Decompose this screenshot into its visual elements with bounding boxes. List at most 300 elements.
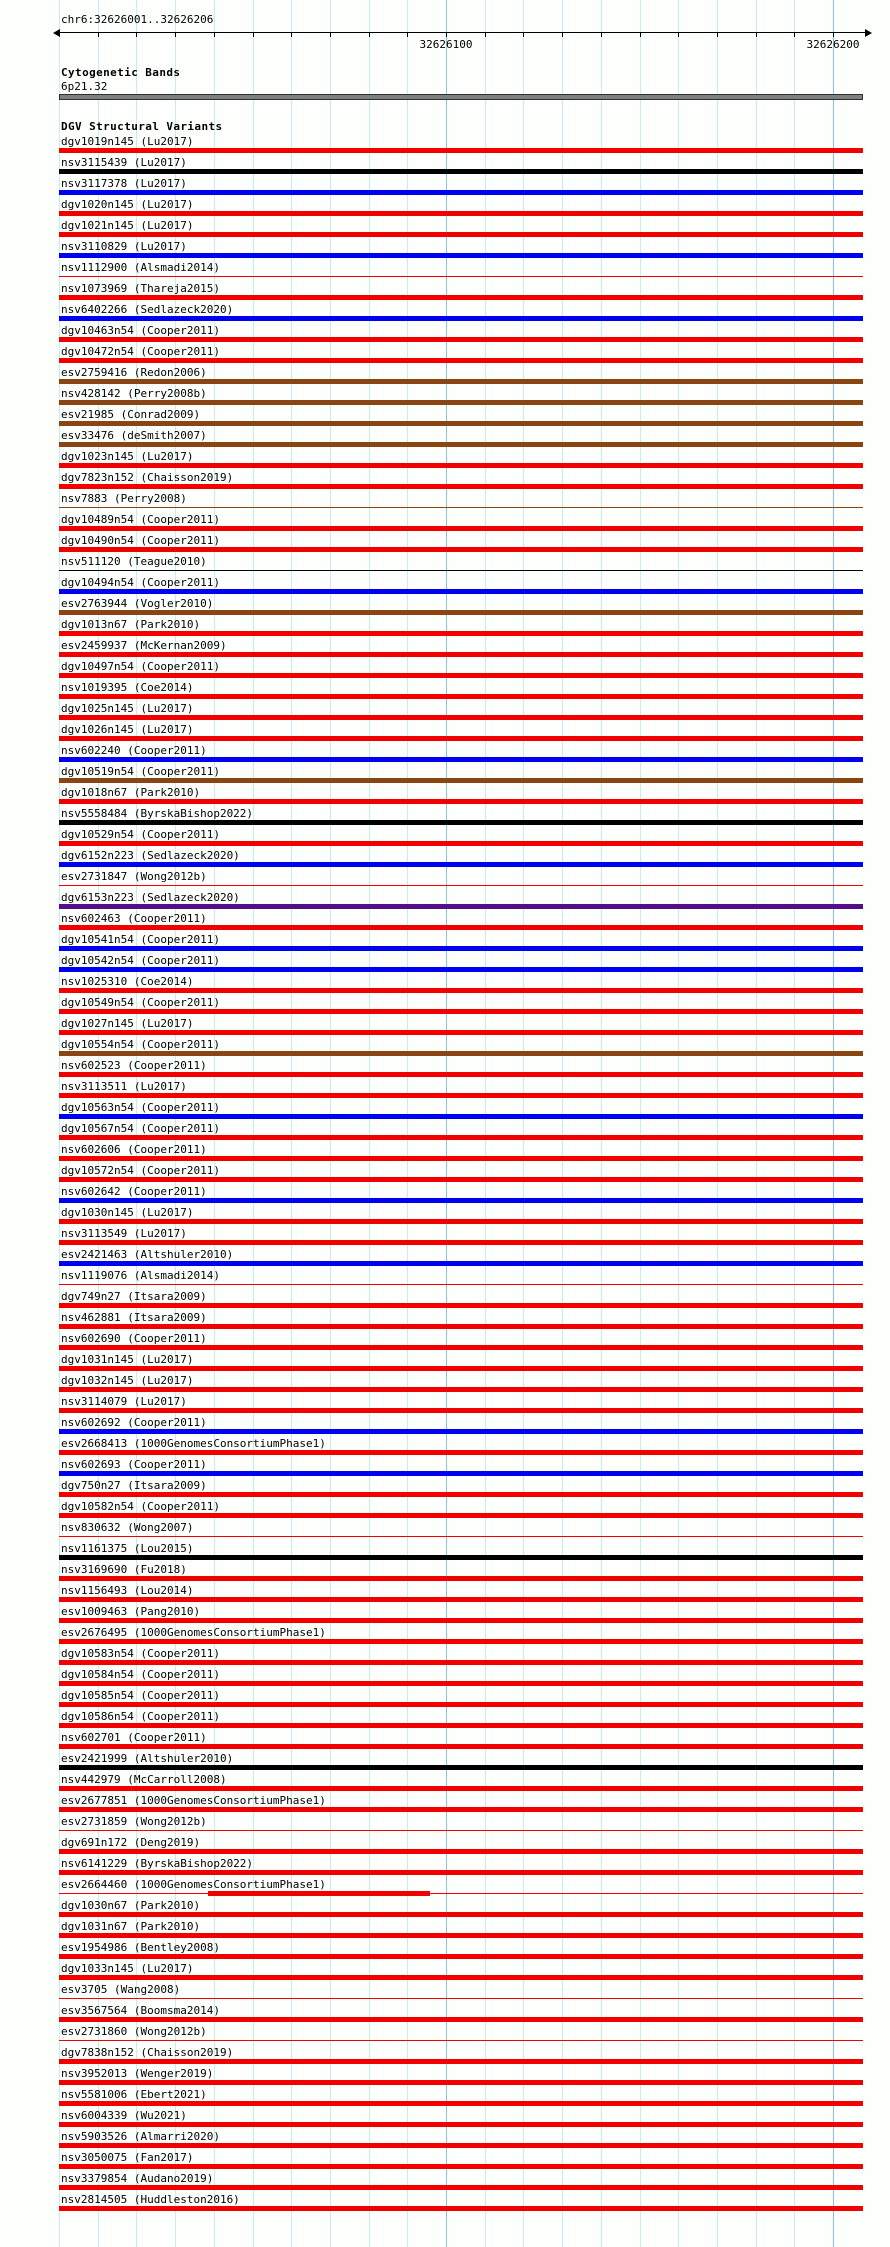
variant-bar[interactable] (59, 295, 863, 300)
ruler-tick (98, 33, 99, 37)
variant-bar[interactable] (59, 442, 863, 447)
variant-row (0, 1124, 890, 1145)
variant-line[interactable] (59, 570, 863, 571)
variant-row (0, 830, 890, 851)
variant-label: dgv10494n54 (Cooper2011) (61, 576, 220, 589)
variant-row (0, 2090, 890, 2111)
variant-row (0, 1439, 890, 1460)
variant-label: dgv1030n145 (Lu2017) (61, 1206, 194, 1219)
variant-bar[interactable] (59, 2164, 863, 2169)
variant-label: dgv10572n54 (Cooper2011) (61, 1164, 220, 1177)
variant-row (0, 368, 890, 389)
variant-bar[interactable] (59, 1408, 863, 1413)
variant-label: dgv10519n54 (Cooper2011) (61, 765, 220, 778)
variant-bar[interactable] (59, 463, 863, 468)
variant-row (0, 1061, 890, 1082)
variant-bar[interactable] (59, 1450, 863, 1455)
variant-row (0, 1229, 890, 1250)
variant-line[interactable] (59, 2040, 863, 2041)
variant-line[interactable] (59, 885, 863, 886)
variant-bar[interactable] (59, 190, 863, 195)
cytoband-name: 6p21.32 (61, 80, 108, 93)
variant-bar[interactable] (59, 1702, 863, 1707)
variant-line[interactable] (59, 1536, 863, 1537)
variant-label: dgv10554n54 (Cooper2011) (61, 1038, 220, 1051)
variant-row (0, 200, 890, 221)
variant-bar[interactable] (59, 1219, 863, 1224)
variant-label: dgv10585n54 (Cooper2011) (61, 1689, 220, 1702)
variant-label: dgv10586n54 (Cooper2011) (61, 1710, 220, 1723)
variant-row (0, 158, 890, 179)
variant-row (0, 263, 890, 284)
variant-row (0, 1922, 890, 1943)
variant-row (0, 1754, 890, 1775)
variant-bar[interactable] (59, 169, 863, 174)
variant-label: nsv3050075 (Fan2017) (61, 2151, 194, 2164)
variant-label: nsv1119076 (Alsmadi2014) (61, 1269, 220, 1282)
variant-label: nsv1161375 (Lou2015) (61, 1542, 194, 1555)
variant-bar[interactable] (59, 862, 863, 867)
variant-label: nsv5558484 (ByrskaBishop2022) (61, 807, 254, 820)
ruler-tick (291, 33, 292, 37)
variant-label: dgv1021n145 (Lu2017) (61, 219, 194, 232)
variant-bar[interactable] (59, 1261, 863, 1266)
variant-label: nsv2814505 (Huddleston2016) (61, 2193, 240, 2206)
variant-bar[interactable] (59, 1681, 863, 1686)
variant-row (0, 389, 890, 410)
variant-row (0, 1502, 890, 1523)
ruler-tick (678, 33, 679, 37)
variant-bar[interactable] (59, 1933, 863, 1938)
variant-row (0, 1649, 890, 1670)
variant-bar[interactable] (59, 232, 863, 237)
variant-label: dgv10584n54 (Cooper2011) (61, 1668, 220, 1681)
variant-label: nsv462881 (Itsara2009) (61, 1311, 207, 1324)
variant-row (0, 1859, 890, 1880)
variant-label: dgv10490n54 (Cooper2011) (61, 534, 220, 547)
variant-label: nsv3113549 (Lu2017) (61, 1227, 187, 1240)
variant-label: nsv602693 (Cooper2011) (61, 1458, 207, 1471)
variant-row (0, 1250, 890, 1271)
variant-bar[interactable] (59, 1849, 863, 1854)
ruler-tick (369, 33, 370, 37)
variant-row (0, 1103, 890, 1124)
variant-bar[interactable] (59, 925, 863, 930)
variant-row (0, 2153, 890, 2174)
ruler-left-arrow-icon (53, 29, 60, 37)
variant-bar[interactable] (59, 2059, 863, 2064)
variant-bar[interactable] (59, 1135, 863, 1140)
variant-bar[interactable] (59, 2101, 863, 2106)
variant-label: dgv1013n67 (Park2010) (61, 618, 201, 631)
variant-bar[interactable] (59, 2143, 863, 2148)
variant-label: dgv10497n54 (Cooper2011) (61, 660, 220, 673)
ruler-tick (253, 33, 254, 37)
variant-extent-line[interactable] (59, 1893, 863, 1894)
variant-label: dgv10583n54 (Cooper2011) (61, 1647, 220, 1660)
variant-label: nsv602690 (Cooper2011) (61, 1332, 207, 1345)
variant-line[interactable] (59, 1284, 863, 1285)
variant-bar[interactable] (59, 1030, 863, 1035)
variant-label: dgv1023n145 (Lu2017) (61, 450, 194, 463)
variant-label: dgv10529n54 (Cooper2011) (61, 828, 220, 841)
variant-label: dgv10549n54 (Cooper2011) (61, 996, 220, 1009)
variant-bar[interactable] (59, 148, 863, 153)
variant-label: esv2763944 (Vogler2010) (61, 597, 214, 610)
variant-row (0, 2132, 890, 2153)
variant-label: nsv1073969 (Thareja2015) (61, 282, 220, 295)
variant-label: esv2731860 (Wong2012b) (61, 2025, 207, 2038)
variant-row (0, 641, 890, 662)
variant-line[interactable] (59, 1998, 863, 1999)
variant-row (0, 1733, 890, 1754)
variant-bar[interactable] (59, 2017, 863, 2022)
variant-row (0, 767, 890, 788)
variant-bar[interactable] (59, 1555, 863, 1560)
variant-row (0, 179, 890, 200)
variant-row (0, 1040, 890, 1061)
variant-label: dgv1020n145 (Lu2017) (61, 198, 194, 211)
variant-bar[interactable] (59, 904, 863, 909)
variant-bar[interactable] (59, 1597, 863, 1602)
variant-label: dgv691n172 (Deng2019) (61, 1836, 201, 1849)
variant-row (0, 1607, 890, 1628)
variant-label: dgv6152n223 (Sedlazeck2020) (61, 849, 240, 862)
variant-label: nsv1156493 (Lou2014) (61, 1584, 194, 1597)
variant-bar[interactable] (59, 1723, 863, 1728)
region-label: chr6:32626001..32626206 (61, 13, 214, 26)
variant-label: esv2459937 (McKernan2009) (61, 639, 227, 652)
variant-bar[interactable] (59, 652, 863, 657)
variant-label: dgv1032n145 (Lu2017) (61, 1374, 194, 1387)
variant-label: dgv1031n67 (Park2010) (61, 1920, 201, 1933)
variant-bar[interactable] (59, 253, 863, 258)
variant-bar[interactable] (59, 2185, 863, 2190)
ruler-tick (562, 33, 563, 37)
variant-label: esv3705 (Wang2008) (61, 1983, 181, 1996)
variant-bar[interactable] (59, 988, 863, 993)
variant-bar[interactable] (59, 1660, 863, 1665)
variant-bar[interactable] (59, 589, 863, 594)
variant-label: nsv602642 (Cooper2011) (61, 1185, 207, 1198)
variant-label: nsv3117378 (Lu2017) (61, 177, 187, 190)
variant-bar[interactable] (59, 1765, 863, 1770)
variant-row (0, 242, 890, 263)
variant-label: esv2668413 (1000GenomesConsortiumPhase1) (61, 1437, 326, 1450)
variant-bar[interactable] (59, 946, 863, 951)
variant-bar[interactable] (59, 757, 863, 762)
variant-bar[interactable] (59, 1198, 863, 1203)
variant-label: dgv10489n54 (Cooper2011) (61, 513, 220, 526)
variant-label: esv2731859 (Wong2012b) (61, 1815, 207, 1828)
variant-bar[interactable] (59, 1618, 863, 1623)
variant-row (0, 893, 890, 914)
variant-label: dgv10463n54 (Cooper2011) (61, 324, 220, 337)
variant-label: nsv1025310 (Coe2014) (61, 975, 194, 988)
variant-row (0, 1313, 890, 1334)
variant-label: nsv602463 (Cooper2011) (61, 912, 207, 925)
variant-row (0, 2006, 890, 2027)
variant-row (0, 578, 890, 599)
variant-bar[interactable] (59, 1429, 863, 1434)
variant-bar[interactable] (59, 1492, 863, 1497)
variant-label: nsv3114079 (Lu2017) (61, 1395, 187, 1408)
variant-bar[interactable] (59, 1975, 863, 1980)
variant-bar[interactable] (59, 1177, 863, 1182)
variant-bar[interactable] (59, 547, 863, 552)
variant-bar[interactable] (59, 421, 863, 426)
variant-label: dgv10472n54 (Cooper2011) (61, 345, 220, 358)
variant-bar[interactable] (59, 379, 863, 384)
variant-label: dgv1026n145 (Lu2017) (61, 723, 194, 736)
variant-bar[interactable] (59, 610, 863, 615)
variant-label: nsv6402266 (Sedlazeck2020) (61, 303, 234, 316)
variant-bar[interactable] (59, 1387, 863, 1392)
variant-label: esv21985 (Conrad2009) (61, 408, 201, 421)
variant-label: dgv10582n54 (Cooper2011) (61, 1500, 220, 1513)
ruler-tick (601, 33, 602, 37)
ruler-tick (214, 33, 215, 37)
variant-bar[interactable] (59, 1303, 863, 1308)
variant-row (0, 1544, 890, 1565)
ruler-tick (175, 33, 176, 37)
variant-label: nsv3169690 (Fu2018) (61, 1563, 187, 1576)
variant-row (0, 1901, 890, 1922)
variant-label: nsv3379854 (Audano2019) (61, 2172, 214, 2185)
variant-row (0, 746, 890, 767)
variant-row (0, 1691, 890, 1712)
variant-label: nsv6004339 (Wu2021) (61, 2109, 187, 2122)
variant-bar[interactable] (59, 1240, 863, 1245)
variant-bar[interactable] (59, 1009, 863, 1014)
variant-row (0, 956, 890, 977)
variant-bar[interactable] (59, 1324, 863, 1329)
variant-row (0, 1565, 890, 1586)
variant-bar[interactable] (59, 715, 863, 720)
variant-row (0, 1292, 890, 1313)
variant-label: nsv1019395 (Coe2014) (61, 681, 194, 694)
variant-bar[interactable] (59, 1072, 863, 1077)
variant-bar[interactable] (59, 1156, 863, 1161)
variant-row (0, 2048, 890, 2069)
cytogenetic-bands-title: Cytogenetic Bands (61, 66, 181, 79)
variant-bar[interactable] (59, 631, 863, 636)
variant-row (0, 557, 890, 578)
variant-row (0, 1166, 890, 1187)
variant-bar[interactable] (59, 967, 863, 972)
variant-row (0, 1481, 890, 1502)
variant-label: dgv10563n54 (Cooper2011) (61, 1101, 220, 1114)
variant-row (0, 137, 890, 158)
variant-label: esv3567564 (Boomsma2014) (61, 2004, 220, 2017)
ruler-tick (833, 33, 834, 37)
variant-bar[interactable] (59, 400, 863, 405)
variant-row (0, 1376, 890, 1397)
ruler-tick (136, 33, 137, 37)
variant-bar[interactable] (59, 1954, 863, 1959)
variant-bar[interactable] (59, 211, 863, 216)
variant-bar[interactable] (59, 316, 863, 321)
variant-label: nsv3952013 (Wenger2019) (61, 2067, 214, 2080)
variant-row (0, 1796, 890, 1817)
variant-row (0, 1838, 890, 1859)
variant-row (0, 1586, 890, 1607)
variant-row (0, 1271, 890, 1292)
variant-label: esv2731847 (Wong2012b) (61, 870, 207, 883)
variant-row (0, 1943, 890, 1964)
variant-bar[interactable] (59, 1513, 863, 1518)
variant-row (0, 2195, 890, 2216)
variant-row (0, 431, 890, 452)
variant-bar[interactable] (208, 1891, 430, 1896)
variant-row (0, 809, 890, 830)
variant-row (0, 1964, 890, 1985)
variant-bar[interactable] (59, 778, 863, 783)
variant-row (0, 536, 890, 557)
ruler-tick (794, 33, 795, 37)
ruler-tick (756, 33, 757, 37)
variant-bar[interactable] (59, 1786, 863, 1791)
variant-row (0, 935, 890, 956)
variant-label: esv2421463 (Altshuler2010) (61, 1248, 234, 1261)
variant-row (0, 1775, 890, 1796)
variant-row (0, 2174, 890, 2195)
variant-row (0, 1334, 890, 1355)
variant-row (0, 1082, 890, 1103)
variant-bar[interactable] (59, 1471, 863, 1476)
ruler-right-arrow-icon (865, 29, 872, 37)
variant-label: esv2421999 (Altshuler2010) (61, 1752, 234, 1765)
variant-line[interactable] (59, 1830, 863, 1831)
ruler-tick (330, 33, 331, 37)
ruler-tick-label: 32626200 (806, 38, 860, 51)
variant-bar[interactable] (59, 673, 863, 678)
variant-row (0, 1019, 890, 1040)
variant-label: nsv602701 (Cooper2011) (61, 1731, 207, 1744)
variant-label: dgv750n27 (Itsara2009) (61, 1479, 207, 1492)
variant-label: dgv1027n145 (Lu2017) (61, 1017, 194, 1030)
variant-row (0, 1145, 890, 1166)
variant-label: dgv7838n152 (Chaisson2019) (61, 2046, 234, 2059)
variant-label: nsv428142 (Perry2008b) (61, 387, 207, 400)
variant-row (0, 704, 890, 725)
variant-label: dgv10542n54 (Cooper2011) (61, 954, 220, 967)
ruler-tick (485, 33, 486, 37)
variant-row (0, 1397, 890, 1418)
variant-label: dgv1019n145 (Lu2017) (61, 135, 194, 148)
variant-row (0, 473, 890, 494)
ruler-line (59, 32, 865, 33)
variant-row (0, 683, 890, 704)
ruler-tick (407, 33, 408, 37)
variant-bar[interactable] (59, 694, 863, 699)
variant-label: nsv7883 (Perry2008) (61, 492, 187, 505)
variant-label: esv1954986 (Bentley2008) (61, 1941, 220, 1954)
variant-row (0, 977, 890, 998)
variant-bar[interactable] (59, 1114, 863, 1119)
variant-label: nsv602606 (Cooper2011) (61, 1143, 207, 1156)
variant-bar[interactable] (59, 841, 863, 846)
variant-label: nsv3115439 (Lu2017) (61, 156, 187, 169)
variant-bar[interactable] (59, 484, 863, 489)
variant-row (0, 515, 890, 536)
variant-row (0, 452, 890, 473)
variant-label: nsv5903526 (Almarri2020) (61, 2130, 220, 2143)
variant-row (0, 620, 890, 641)
variant-label: dgv6153n223 (Sedlazeck2020) (61, 891, 240, 904)
variant-label: nsv830632 (Wong2007) (61, 1521, 194, 1534)
variant-label: esv33476 (deSmith2007) (61, 429, 207, 442)
variant-bar[interactable] (59, 1366, 863, 1371)
variant-label: dgv1018n67 (Park2010) (61, 786, 201, 799)
variant-row (0, 1523, 890, 1544)
variant-bar[interactable] (59, 1093, 863, 1098)
variant-bar[interactable] (59, 1744, 863, 1749)
variant-bar[interactable] (59, 337, 863, 342)
variant-row (0, 914, 890, 935)
variant-row (0, 725, 890, 746)
variant-row (0, 494, 890, 515)
variant-row (0, 1187, 890, 1208)
ruler-tick (717, 33, 718, 37)
variant-bar[interactable] (59, 820, 863, 825)
variant-bar[interactable] (59, 736, 863, 741)
variant-row (0, 851, 890, 872)
variant-bar[interactable] (59, 1576, 863, 1581)
variant-row (0, 1880, 890, 1901)
variant-bar[interactable] (59, 358, 863, 363)
variant-label: nsv1112900 (Alsmadi2014) (61, 261, 220, 274)
variant-row (0, 2111, 890, 2132)
variant-bar[interactable] (59, 1807, 863, 1812)
ruler-tick (523, 33, 524, 37)
variant-label: nsv511120 (Teague2010) (61, 555, 207, 568)
variant-label: esv2759416 (Redon2006) (61, 366, 207, 379)
variant-label: esv2664460 (1000GenomesConsortiumPhase1) (61, 1878, 326, 1891)
variant-row (0, 1628, 890, 1649)
variant-bar[interactable] (59, 2206, 863, 2211)
variant-label: esv2677851 (1000GenomesConsortiumPhase1) (61, 1794, 326, 1807)
variant-row (0, 221, 890, 242)
variant-bar[interactable] (59, 1912, 863, 1917)
variant-label: dgv1030n67 (Park2010) (61, 1899, 201, 1912)
variant-row (0, 2027, 890, 2048)
variant-label: dgv1025n145 (Lu2017) (61, 702, 194, 715)
variant-bar[interactable] (59, 1345, 863, 1350)
variant-bar[interactable] (59, 2122, 863, 2127)
dgv-track-title: DGV Structural Variants (61, 120, 223, 133)
variant-row (0, 1460, 890, 1481)
variant-bar[interactable] (59, 2080, 863, 2085)
variant-label: dgv10567n54 (Cooper2011) (61, 1122, 220, 1135)
variant-line[interactable] (59, 276, 863, 277)
variant-row (0, 1712, 890, 1733)
variant-bar[interactable] (59, 526, 863, 531)
variant-row (0, 2069, 890, 2090)
variant-label: esv1009463 (Pang2010) (61, 1605, 201, 1618)
variant-bar[interactable] (59, 1051, 863, 1056)
variant-label: nsv442979 (McCarroll2008) (61, 1773, 227, 1786)
variant-label: dgv749n27 (Itsara2009) (61, 1290, 207, 1303)
variant-bar[interactable] (59, 1639, 863, 1644)
variant-label: nsv6141229 (ByrskaBishop2022) (61, 1857, 254, 1870)
variant-label: dgv10541n54 (Cooper2011) (61, 933, 220, 946)
variant-bar[interactable] (59, 1870, 863, 1875)
variant-line[interactable] (59, 507, 863, 508)
variant-label: nsv3110829 (Lu2017) (61, 240, 187, 253)
cytoband-bar[interactable] (59, 94, 863, 100)
variant-bar[interactable] (59, 799, 863, 804)
